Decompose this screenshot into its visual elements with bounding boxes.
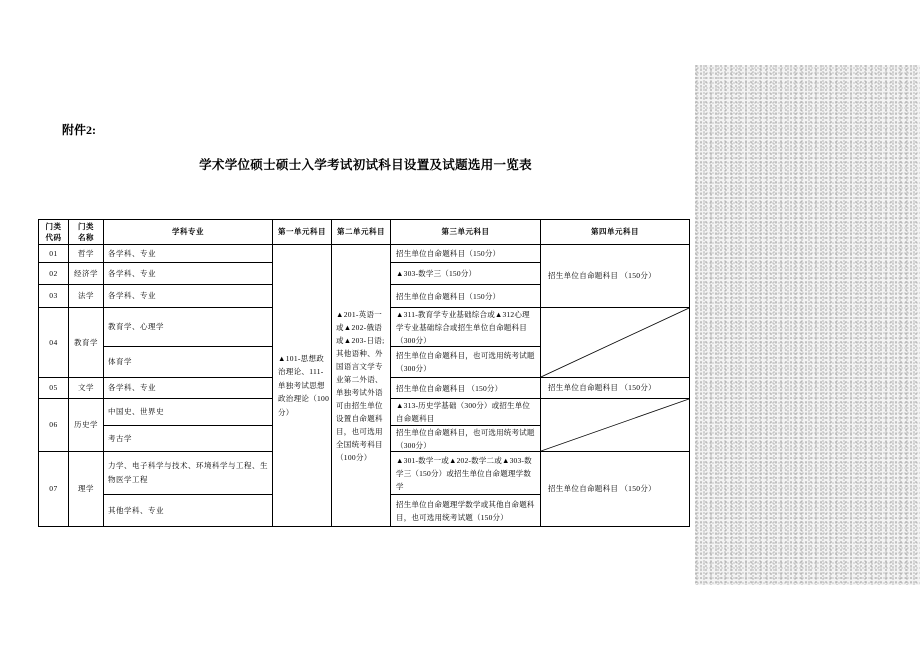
unit3-text: 自命题科目 [396, 414, 435, 423]
category-name-cell [69, 308, 104, 378]
unit3-cell [391, 399, 541, 426]
unit1-text: 政治理论（100 [278, 394, 330, 404]
category-code: 02 [49, 268, 58, 278]
category-code: 03 [49, 291, 58, 301]
category-code-cell [39, 399, 69, 452]
category-code: 05 [49, 383, 58, 393]
unit3-text: 招生单位自命题科目，也可选用统考试题 [396, 427, 535, 437]
unit2-text: 业第二外语、 [336, 374, 383, 384]
discipline-text: 考古学 [108, 433, 132, 443]
margin-texture-panel [695, 65, 920, 585]
category-name: 理学 [78, 484, 94, 494]
header-category-code [39, 220, 69, 245]
header-unit3 [391, 220, 541, 245]
discipline-text: 各学科、专业 [108, 291, 156, 301]
header-text: 第三单元科目 [441, 227, 490, 237]
unit3-text: ▲301-数学一或▲202-数学二或▲303-数 [396, 455, 532, 465]
unit2-text: ▲201-英语一 [336, 309, 383, 319]
unit3-cell [391, 495, 541, 527]
unit3-text: ▲313-历史学基础（300分）或招生单位 [396, 401, 531, 410]
header-unit4 [541, 220, 690, 245]
discipline-text: 教育学、心理学 [108, 322, 164, 332]
header-text: 代码 [45, 233, 62, 242]
header-text: 名称 [78, 233, 94, 242]
unit2-text: 其他语种、外 [336, 348, 383, 358]
unit2-text: 可由招生单位 [336, 400, 383, 410]
header-text: 第一单元科目 [278, 227, 326, 237]
category-code-cell [39, 378, 69, 399]
header-text: 门类 [78, 222, 94, 231]
unit3-text: （300分） [396, 440, 431, 450]
unit3-cell [391, 426, 541, 452]
unit3-text: 学 [396, 481, 404, 491]
category-code-cell [39, 285, 69, 308]
category-code: 04 [49, 337, 58, 347]
category-code: 01 [49, 248, 58, 258]
discipline-text: 各学科、专业 [108, 383, 156, 393]
unit3-text: 招生单位自命题科目（150分） [396, 249, 501, 258]
category-code-cell [39, 263, 69, 285]
unit1-text: 治理论、111- [278, 367, 324, 377]
unit3-text: 目，也可选用统考试题（150分） [396, 512, 508, 522]
unit2-text: 设置自命题科 [336, 413, 383, 423]
discipline-text: 体育学 [108, 357, 132, 367]
unit3-text: 招生单位自命题理学数学或其他自命题科 [396, 499, 535, 509]
header-unit1 [273, 220, 332, 245]
unit3-text: 招生单位自命题科目（150分） [396, 291, 501, 301]
unit3-cell [391, 263, 541, 285]
unit3-cell [391, 245, 541, 263]
diagonal-slash [541, 399, 689, 451]
unit3-text: 学专业基础综合或招生单位自命题科目 [396, 322, 527, 332]
unit3-text: （300分） [396, 335, 431, 345]
unit2-text: （100分） [336, 452, 372, 462]
unit4-text: 招生单位自命题科目 （150分） [548, 383, 656, 393]
unit4-cell [541, 245, 690, 308]
category-code-cell [39, 308, 69, 378]
unit3-cell [391, 285, 541, 308]
discipline-cell [104, 399, 273, 426]
unit3-text: ▲311-教育学专业基础综合或▲312心理 [396, 309, 530, 319]
unit3-text: 学三（150分）或招生单位自命题理学数 [396, 468, 532, 478]
category-name: 历史学 [74, 420, 98, 430]
header-discipline [104, 220, 273, 245]
unit4-cell [541, 452, 690, 527]
discipline-text: 其他学科、专业 [108, 505, 164, 515]
category-name: 法学 [78, 291, 94, 301]
unit3-cell [391, 378, 541, 399]
header-text: 门类 [45, 222, 62, 231]
header-text: 第四单元科目 [591, 227, 639, 237]
discipline-text: 物医学工程 [108, 475, 148, 484]
unit2-text: 单独考试外语 [336, 387, 383, 397]
discipline-cell [104, 308, 273, 347]
discipline-cell [104, 347, 273, 378]
category-name-cell [69, 263, 104, 285]
unit2-text: 目，也可选用 [336, 426, 383, 436]
header-category-name [69, 220, 104, 245]
unit1-text: 单独考试思想 [278, 380, 325, 390]
unit4-cell-not-applicable [541, 308, 690, 378]
unit2-text: 全国统考科目 [336, 439, 383, 449]
unit4-text: 招生单位自命题科目 （150分） [548, 271, 656, 281]
attachment-label: 附件2: [62, 123, 96, 137]
discipline-text: 各学科、专业 [108, 268, 156, 278]
discipline-cell [104, 285, 273, 308]
header-text: 第二单元科目 [337, 227, 385, 237]
discipline-cell [104, 426, 273, 452]
exam-subject-table [38, 219, 690, 527]
unit3-cell [391, 452, 541, 495]
category-name: 文学 [78, 383, 94, 393]
discipline-cell [104, 452, 273, 495]
unit3-text: 招生单位自命题科目，也可选用统考试题 [396, 351, 535, 360]
discipline-cell [104, 245, 273, 263]
unit2-text: 国语言文学专 [336, 361, 383, 371]
category-name: 哲学 [78, 248, 94, 258]
unit1-text: 分） [278, 407, 294, 417]
category-code: 06 [49, 420, 58, 430]
unit4-text: 招生单位自命题科目 （150分） [548, 484, 656, 494]
discipline-text: 中国史、世界史 [108, 407, 164, 417]
category-code: 07 [49, 484, 58, 494]
category-code-cell [39, 452, 69, 527]
header-unit2 [332, 220, 391, 245]
category-name: 教育学 [74, 337, 98, 347]
discipline-cell [104, 378, 273, 399]
discipline-cell [104, 263, 273, 285]
diagonal-slash [541, 308, 689, 377]
unit4-cell-not-applicable [541, 399, 690, 452]
unit2-text: 或▲203-日语; [336, 335, 385, 345]
unit1-text: ▲101-思想政 [278, 353, 325, 363]
unit1-shared-cell [273, 245, 332, 527]
unit3-text: （300分） [396, 364, 431, 373]
unit3-cell [391, 308, 541, 347]
document-title: 学术学位硕士硕士入学考试初试科目设置及试题选用一览表 [199, 158, 532, 172]
unit3-cell [391, 347, 541, 378]
discipline-text: 各学科、专业 [108, 248, 156, 258]
unit4-cell [541, 378, 690, 399]
category-code-cell [39, 245, 69, 263]
unit2-shared-cell [332, 245, 391, 527]
unit2-text: 或▲202-俄语 [336, 322, 383, 332]
category-name: 经济学 [74, 268, 98, 278]
category-name-cell [69, 399, 104, 452]
discipline-text: 力学、电子科学与技术、环境科学与工程、生 [108, 461, 268, 470]
header-text: 学科专业 [172, 227, 204, 237]
discipline-cell [104, 495, 273, 527]
unit3-text: ▲303-数学三（150分） [396, 269, 477, 278]
category-name-cell [69, 452, 104, 527]
unit3-text: 招生单位自命题科目 （150分） [396, 383, 503, 393]
category-name-cell [69, 378, 104, 399]
category-name-cell [69, 245, 104, 263]
category-name-cell [69, 285, 104, 308]
